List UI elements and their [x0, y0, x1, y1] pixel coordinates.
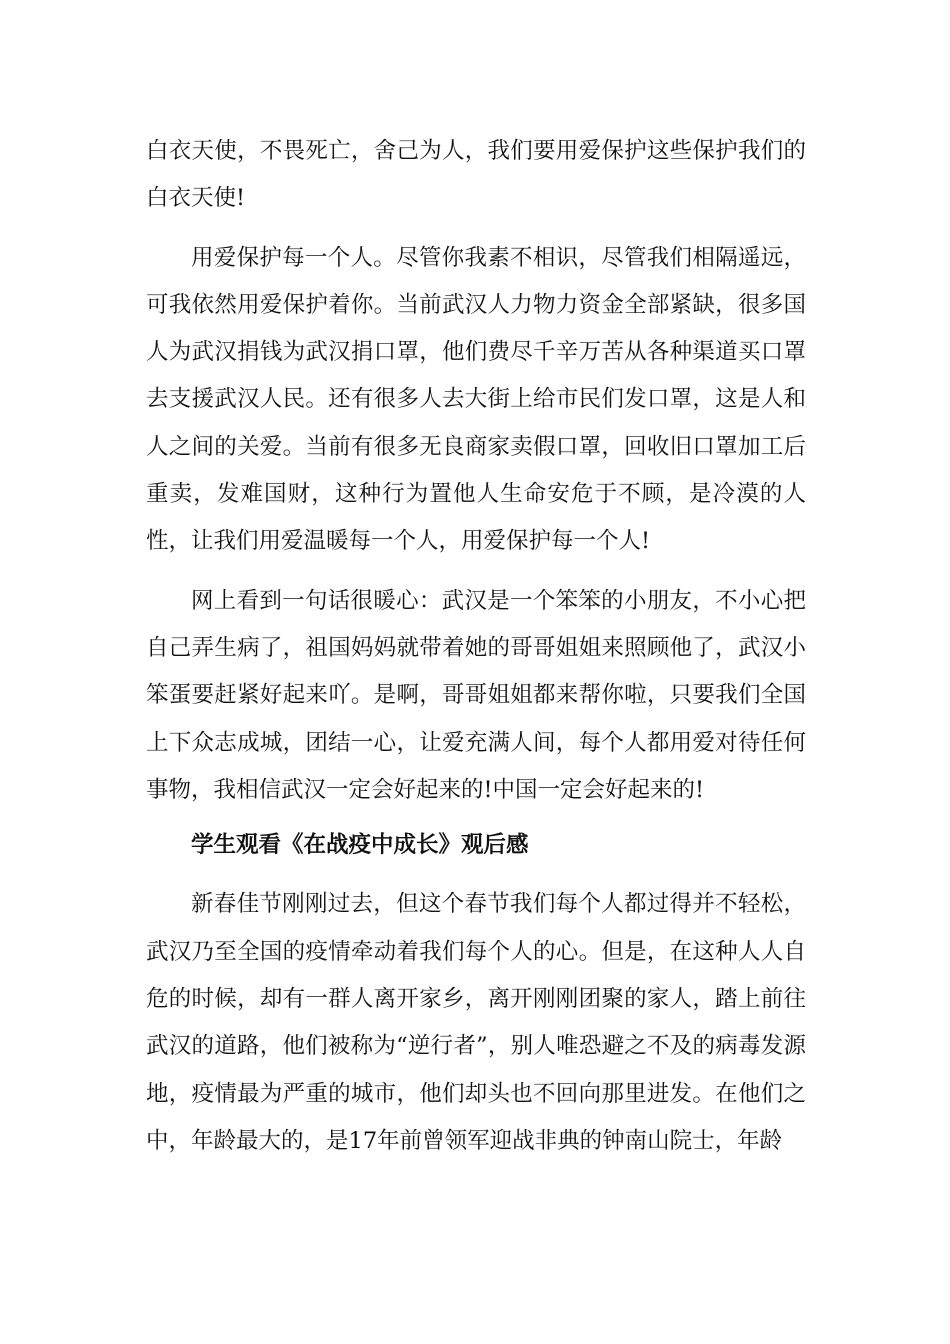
document-body — [146, 128, 806, 1165]
paragraph-warm-words: 网上看到一句话很暖心：武汉是一个笨笨的小朋友，不小心把自己弄生病了，祖国妈妈就带着她的哥哥姐姐来照顾他了，武汉小笨蛋要赶紧好起来吖。是啊，哥哥姐姐都来帮你啦，只要我们全国上下众志成城，团结一心，让爱充满人间，每个人都用爱对待任何事物，我相信武汉一定会好起来的!中国一定会好起来的! — [146, 587, 806, 803]
paragraph-protect-everyone: 用爱保护每一个人。尽管你我素不相识，尽管我们相隔遥远，可我依然用爱保护着你。当前武汉人力物力资金全部紧缺，很多国人为武汉捐钱为武汉捐口罩，他们费尽千辛万苦从各种渠道买口罩去支援武汉人民。还有很多人去大街上给市民们发口罩，这是人和人之间的关爱。当前有很多无良商家卖假口罩，回收旧口罩加工后重卖，发难国财，这种行为置他人生命安危于不顾，是冷漠的人性，让我们用爱温暖每一个人，用爱保护每一个人! — [146, 244, 806, 555]
paragraph-new-year: 新春佳节刚刚过去，但这个春节我们每个人都过得并不轻松，武汉乃至全国的疫情牵动着我们每个人的心。但是，在这种人人自危的时候，却有一群人离开家乡，离开刚刚团聚的家人，踏上前往武汉的道路，他们被称为“逆行者”，别人唯恐避之不及的病毒发源地，疫情最为严重的城市，他们却头也不回向那里进发。在他们之中，年龄最大的，是17年前曾领军迎战非典的钟南山院士，年龄 — [146, 891, 806, 1154]
paragraph-continuation: 白衣天使，不畏死亡，舍己为人，我们要用爱保护这些保护我们的白衣天使! — [146, 138, 806, 212]
section-heading: 学生观看《在战疫中成长》观后感 — [191, 832, 529, 859]
